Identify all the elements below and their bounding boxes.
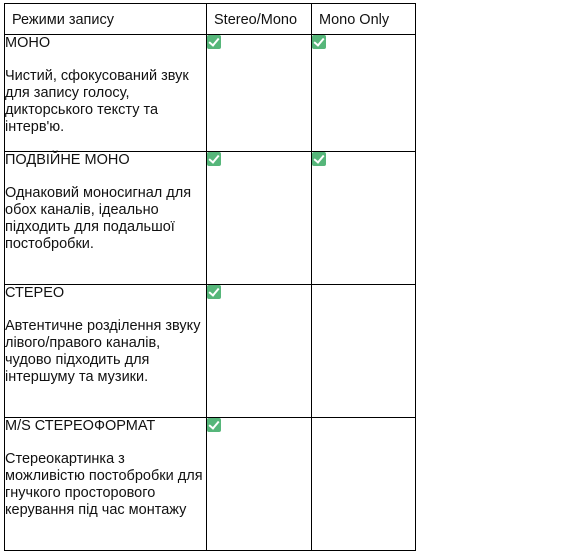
mono-only-cell	[312, 35, 416, 152]
table-row	[5, 285, 416, 418]
check-mark-icon	[207, 285, 221, 299]
check-mark-icon	[207, 418, 221, 432]
mode-name: ПОДВІЙНЕ МОНО	[5, 152, 130, 168]
mode-cell	[5, 35, 207, 152]
stereo-mono-cell	[207, 285, 312, 418]
table-row	[5, 418, 416, 551]
mode-cell	[5, 152, 207, 285]
header-stereo-mono: Stereo/Mono	[207, 4, 312, 35]
check-mark-icon	[312, 152, 326, 166]
mode-name: МОНО	[5, 35, 51, 51]
mono-only-cell	[312, 285, 416, 418]
table-row	[5, 35, 416, 152]
check-mark-icon	[312, 35, 326, 49]
stereo-mono-cell	[207, 35, 312, 152]
header-recording-modes: Режими запису	[5, 4, 207, 35]
mode-name: M/S СТЕРЕОФОРМАТ	[5, 418, 156, 434]
table-row	[5, 152, 416, 285]
check-mark-icon	[207, 35, 221, 49]
mono-only-cell	[312, 418, 416, 551]
mode-description: Стереокартинка з можливістю постобробки для гнучкого просторового керування під час монтажу	[5, 451, 203, 518]
mode-cell	[5, 418, 207, 551]
mode-description: Чистий, сфокусований звук для запису голосу, дикторського тексту та інтерв'ю.	[5, 68, 189, 135]
mode-name: СТЕРЕО	[5, 285, 65, 301]
header-row	[5, 4, 416, 35]
stereo-mono-cell	[207, 152, 312, 285]
mode-description: Автентичне розділення звуку лівого/правого каналів, чудово підходить для інтершуму та музики.	[5, 318, 201, 385]
mode-cell	[5, 285, 207, 418]
check-mark-icon	[207, 152, 221, 166]
stereo-mono-cell	[207, 418, 312, 551]
mode-description: Однаковий моносигнал для обох каналів, ідеально підходить для подальшої постобробки.	[5, 185, 192, 252]
header-mono-only: Mono Only	[312, 4, 416, 35]
recording-modes-table	[4, 3, 416, 551]
mono-only-cell	[312, 152, 416, 285]
